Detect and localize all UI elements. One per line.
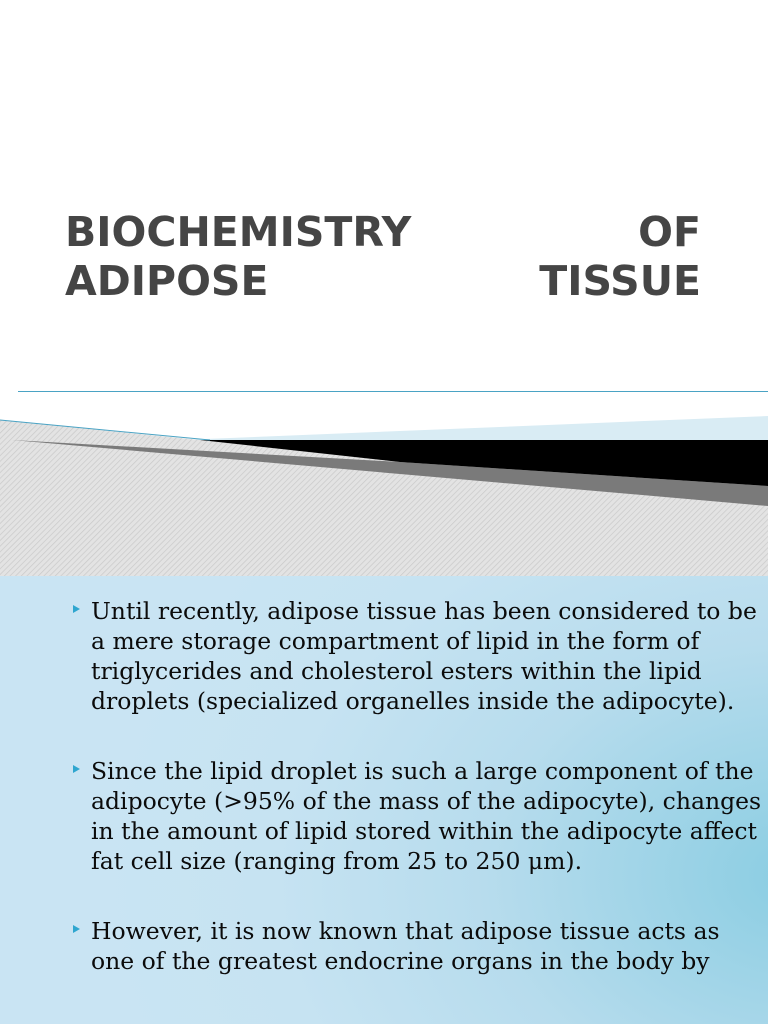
bullet-item (0, 596, 768, 716)
bullet-text: However, it is now known that adipose tissue acts as one of the greatest endocrine organs in the body by (91, 917, 720, 975)
bullet-item (0, 916, 768, 976)
right-triangle-bullet-icon (73, 765, 80, 773)
slide-content-area (0, 576, 768, 1024)
bullet-item (0, 756, 768, 876)
right-triangle-bullet-icon (73, 925, 80, 933)
title-line-2 (65, 257, 701, 306)
bullet-text: Since the lipid droplet is such a large component of the adipocyte (>95% of the mass of the adipocyte), changes in the amount of lipid stored within the adipocyte affect fat cell size (ranging from 25 to 250 μm). (91, 757, 762, 875)
title-word: BIOCHEMISTRY (65, 208, 412, 256)
bullet-text: Until recently, adipose tissue has been considered to be a mere storage compartment of lipid in the form of triglycerides and cholesterol esters within the lipid droplets (specialized organelles inside the adipocyte). (91, 597, 757, 715)
decorative-band (0, 410, 768, 576)
slide-title (65, 208, 701, 306)
bullet-list (0, 596, 768, 1016)
band-light-blue (180, 416, 768, 440)
title-line-1 (65, 208, 701, 257)
title-divider-line (18, 391, 768, 392)
title-word: TISSUE (539, 257, 701, 305)
right-triangle-bullet-icon (73, 605, 80, 613)
title-word: ADIPOSE (65, 257, 269, 305)
title-word: OF (638, 208, 701, 256)
